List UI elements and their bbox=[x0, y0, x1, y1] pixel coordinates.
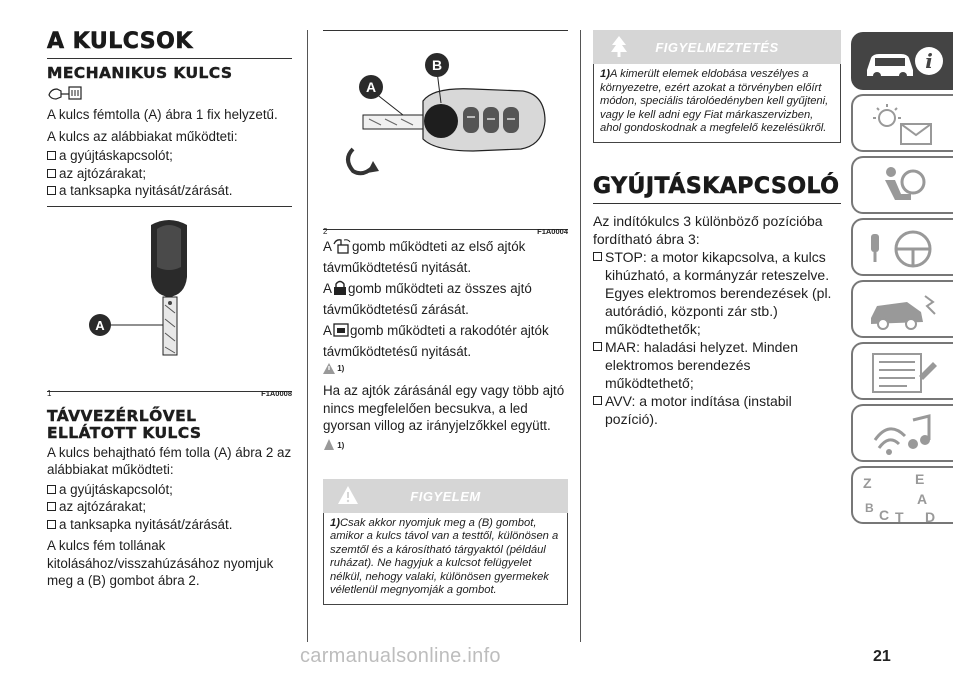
warning-body: 1)Csak akkor nyomjuk meg a (B) gombot, amikor a kulcs távol van a testtől, különösen a szemtől és a károsítható tárgyaktól (például ruházat). Ne hagyjuk a kulcsot felügyelet nélkül, nehogy valaki, különösen gyermekek véletlenül megnyomják a gombot. bbox=[323, 513, 568, 606]
list-item: a gyújtáskapcsolót; bbox=[47, 147, 292, 165]
checkbox-bullet-icon bbox=[593, 396, 602, 405]
warning-header: FIGYELEM bbox=[323, 479, 568, 513]
mechanical-key-illustration bbox=[47, 207, 292, 377]
media-music-icon bbox=[869, 410, 939, 465]
figure-1: A 1 F1A0008 bbox=[47, 206, 292, 392]
service-checklist-icon bbox=[867, 350, 939, 401]
fig2-label-b: B bbox=[431, 57, 443, 73]
checkbox-bullet-icon bbox=[47, 502, 56, 511]
checkbox-bullet-icon bbox=[47, 520, 56, 529]
list-item: MAR: haladási helyzet. Minden elektromos berendezés működtethető; bbox=[593, 338, 841, 392]
svg-text:A: A bbox=[917, 491, 928, 507]
title-rule bbox=[47, 58, 292, 59]
unlock-button-paragraph: A gomb működteti az első ajtók távműködtetésű nyitását. bbox=[323, 239, 526, 275]
watermark: carmanualsonline.info bbox=[300, 645, 501, 667]
section-title-ignition: GYÚJTÁSKAPCSOLÓ bbox=[593, 173, 840, 199]
tab-maintenance[interactable] bbox=[851, 342, 953, 400]
page-number: 21 bbox=[873, 648, 891, 665]
svg-text:E: E bbox=[915, 471, 925, 487]
environment-notice-box bbox=[593, 30, 841, 143]
column-1 bbox=[47, 30, 292, 590]
ignition-paragraph-1: Az indítókulcs 3 különböző pozícióba fordítható ábra 3: bbox=[593, 212, 823, 247]
column-2 bbox=[323, 30, 568, 605]
svg-text:D: D bbox=[925, 509, 936, 524]
lock-button-paragraph: A gomb működteti az összes ajtó távműködtetésű zárását. bbox=[323, 281, 532, 317]
column-separator-2 bbox=[580, 30, 581, 642]
checkbox-bullet-icon bbox=[47, 169, 56, 178]
car-crash-icon bbox=[867, 292, 939, 337]
fig2-label-a: A bbox=[365, 79, 377, 95]
subtitle-remote-key-line2: ELLÁTOTT KULCS bbox=[47, 423, 202, 442]
svg-text:T: T bbox=[895, 509, 904, 524]
list-item: a tanksapka nyitását/zárását. bbox=[47, 516, 292, 534]
trunk-button-icon bbox=[332, 322, 350, 343]
mech-key-paragraph-1: A kulcs fémtolla (A) ábra 1 fix helyzetű. bbox=[47, 107, 278, 122]
steering-wheel-icon bbox=[867, 228, 939, 275]
svg-text:i: i bbox=[925, 49, 933, 73]
doors-paragraph: Ha az ajtók zárásánál egy vagy több ajtó nincs megfelelően becsukva, a led gyorsan villog az irányjelzőkkel együtt. bbox=[323, 383, 565, 433]
key-symbol-icon bbox=[47, 83, 292, 105]
checkbox-bullet-icon bbox=[47, 151, 56, 160]
airbag-seat-icon bbox=[875, 164, 931, 215]
remote-key-illustration bbox=[323, 31, 568, 211]
tab-starting-driving[interactable] bbox=[851, 218, 953, 276]
warning-lights-icon bbox=[867, 104, 937, 151]
checkbox-bullet-icon bbox=[593, 252, 602, 261]
remote-key-paragraph-1: A kulcs behajtható fém tolla (A) ábra 2 az alábbiakat működteti: bbox=[47, 444, 292, 477]
checkbox-bullet-icon bbox=[47, 186, 56, 195]
list-item: az ajtózárakat; bbox=[47, 498, 292, 516]
checkbox-bullet-icon bbox=[593, 342, 602, 351]
tab-safety[interactable] bbox=[851, 156, 953, 214]
svg-text:Z: Z bbox=[863, 475, 872, 491]
list-item: a gyújtáskapcsolót; bbox=[47, 481, 292, 499]
tab-multimedia[interactable] bbox=[851, 404, 953, 462]
svg-text:B: B bbox=[865, 501, 874, 515]
warning-triangle-icon bbox=[323, 363, 335, 376]
list-item: STOP: a motor kikapcsolva, a kulcs kihúzható, a kormányzár reteszelve. Egyes elektromos berendezések (pl. autórádió, központi zár stb.) működtethetők; bbox=[593, 248, 841, 338]
tab-warning-lights[interactable] bbox=[851, 94, 953, 152]
svg-text:C: C bbox=[879, 507, 890, 523]
list-item: a tanksapka nyitását/zárását. bbox=[47, 182, 292, 200]
remote-key-list bbox=[47, 481, 292, 534]
warning-box bbox=[323, 479, 568, 606]
lock-button-icon bbox=[332, 280, 348, 301]
environment-notice-header: FIGYELMEZTETÉS bbox=[593, 30, 841, 64]
note-ref-2: 1) bbox=[323, 439, 568, 453]
list-item: az ajtózárakat; bbox=[47, 165, 292, 183]
environment-notice-body: 1)A kimerült elemek eldobása veszélyes a környezetre, ezért azokat a törvényben előírt módon, speciális tárolóedényben kell gyűjteni, vagy le kell adni egy Fiat márkaszervizben, ahol gondoskodnak a megfelelő kezelésükről. bbox=[593, 64, 841, 143]
trunk-button-paragraph: A gomb működteti a rakodótér ajtók távműködtetésű nyitását. bbox=[323, 323, 549, 359]
environment-icon bbox=[323, 439, 335, 453]
car-info-icon bbox=[863, 46, 947, 85]
alphabet-index-icon bbox=[859, 470, 943, 529]
fig1-label-a: A bbox=[95, 317, 105, 333]
section-title-keys: A KULCSOK bbox=[47, 29, 193, 54]
figure-2: A B 2 F1A0004 bbox=[323, 30, 568, 230]
column-separator-1 bbox=[307, 30, 308, 642]
tab-index[interactable] bbox=[851, 466, 953, 524]
mech-key-paragraph-2: A kulcs az alábbiakat működteti: bbox=[47, 128, 238, 144]
tab-emergency[interactable] bbox=[851, 280, 953, 338]
note-ref-1: 1) bbox=[323, 363, 568, 376]
unlock-button-icon bbox=[332, 238, 352, 259]
remote-key-paragraph-2: A kulcs fém tollának kitolásához/visszahúzásához nyomjuk meg a (B) gombot ábra 2. bbox=[47, 538, 274, 588]
subtitle-remote-key-line1: TÁVVEZÉRLŐVEL bbox=[47, 406, 197, 425]
tab-car-info[interactable] bbox=[851, 32, 953, 90]
checkbox-bullet-icon bbox=[47, 485, 56, 494]
chapter-sidebar bbox=[851, 32, 953, 528]
mech-key-list bbox=[47, 147, 292, 200]
column-3 bbox=[593, 30, 841, 428]
list-item: AVV: a motor indítása (instabil pozíció). bbox=[593, 392, 841, 428]
subtitle-mechanical-key: MECHANIKUS KULCS bbox=[47, 64, 233, 82]
title-rule bbox=[593, 203, 841, 204]
